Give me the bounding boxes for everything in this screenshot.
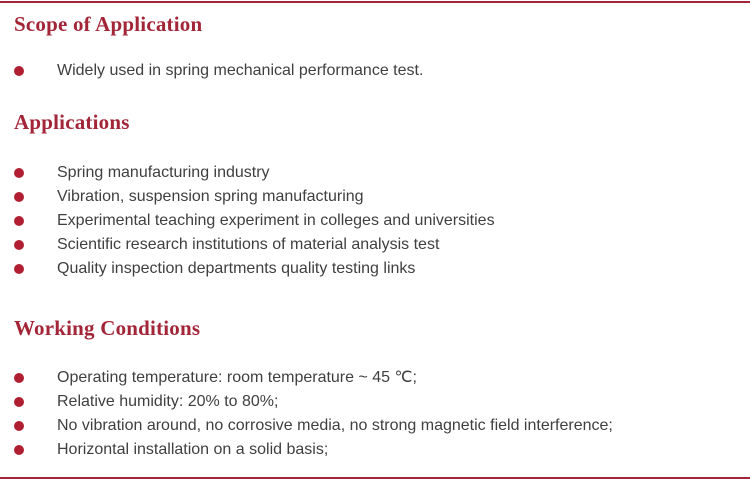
bullet-icon [14, 192, 24, 202]
top-divider [0, 1, 750, 3]
list-item-text: Horizontal installation on a solid basis; [57, 441, 329, 458]
list-item-text: Vibration, suspension spring manufacturing [57, 188, 364, 205]
bullet-icon [14, 421, 24, 431]
bullet-icon [14, 397, 24, 407]
list-item-text: Scientific research institutions of material analysis test [57, 236, 440, 253]
bullet-icon [14, 168, 24, 178]
list-item [14, 59, 423, 83]
bullet-icon [14, 445, 24, 455]
list-item-text: Operating temperature: room temperature ~ 45 ℃; [57, 369, 417, 386]
list-item [14, 414, 613, 438]
applications-list [14, 161, 495, 281]
list-item [14, 233, 495, 257]
list-item-text: Quality inspection departments quality testing links [57, 260, 416, 277]
bottom-divider [0, 477, 750, 479]
list-item [14, 257, 495, 281]
list-item [14, 185, 495, 209]
list-item-text: Experimental teaching experiment in colleges and universities [57, 212, 495, 229]
list-item [14, 161, 495, 185]
list-item [14, 390, 613, 414]
bullet-icon [14, 66, 24, 76]
list-item-text: Relative humidity: 20% to 80%; [57, 393, 279, 410]
list-item-text: No vibration around, no corrosive media, no strong magnetic field interference; [57, 417, 613, 434]
list-item [14, 209, 495, 233]
bullet-icon [14, 373, 24, 383]
list-item-text: Widely used in spring mechanical performance test. [57, 62, 424, 79]
list-item-text: Spring manufacturing industry [57, 164, 270, 181]
list-item [14, 438, 613, 462]
bullet-icon [14, 264, 24, 274]
working-conditions-list [14, 366, 613, 462]
section-heading-applications: Applications [14, 110, 130, 134]
bullet-icon [14, 216, 24, 226]
section-heading-scope-of-application: Scope of Application [14, 12, 203, 36]
bullet-icon [14, 240, 24, 250]
scope-of-application-list [14, 59, 423, 83]
list-item [14, 366, 613, 390]
section-heading-working-conditions: Working Conditions [14, 316, 201, 340]
